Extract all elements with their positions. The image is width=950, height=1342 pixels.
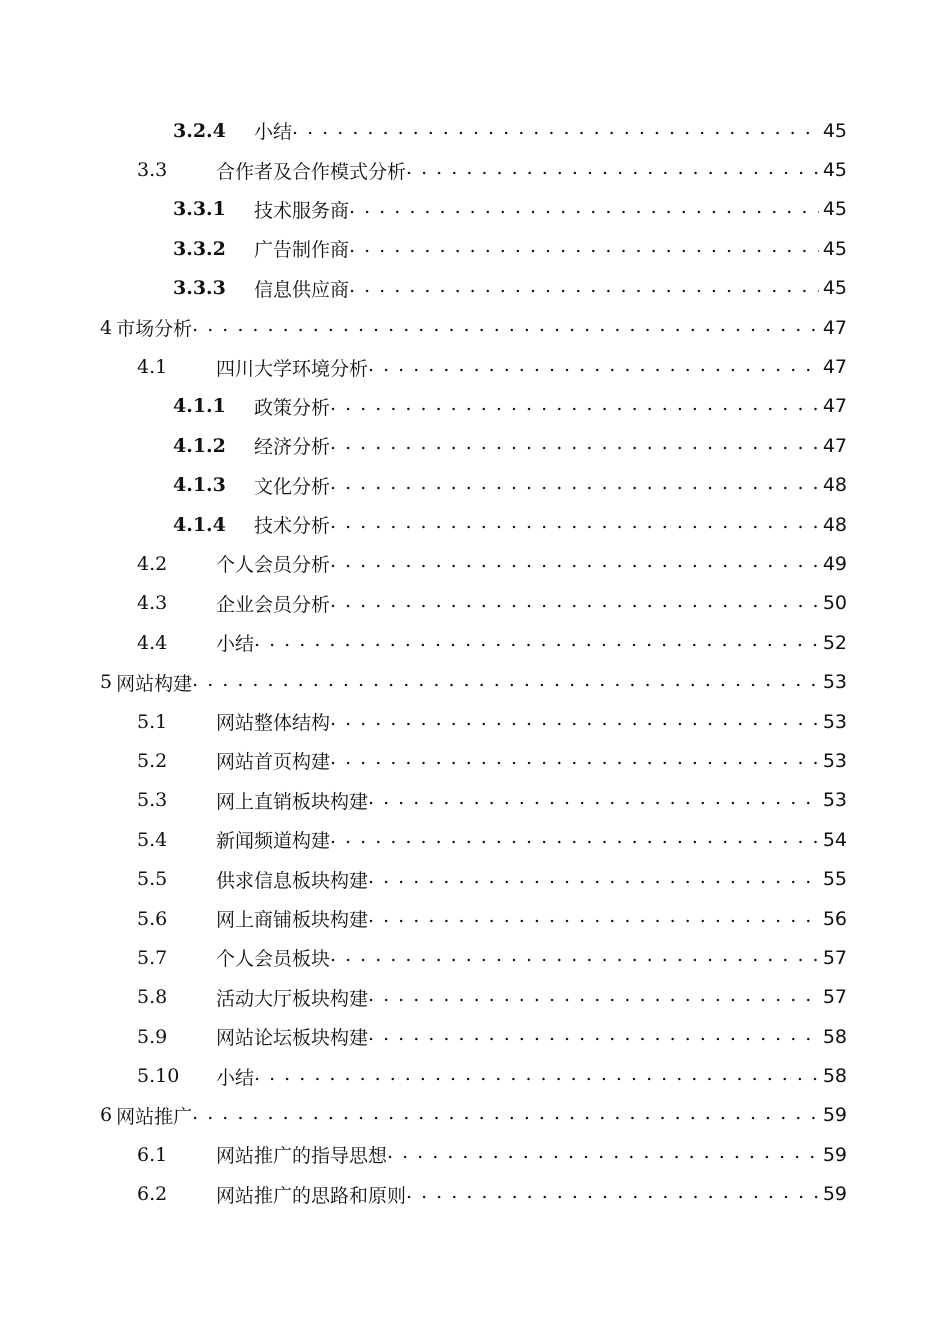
toc-entry-title: 网上直销板块构建 (216, 790, 369, 813)
toc-entry-title: 网站推广的指导思想 (216, 1145, 388, 1168)
toc-entry-level-2[interactable] (0, 938, 950, 977)
toc-entry-page-number: 45 (822, 277, 847, 300)
toc-entry-level-2[interactable] (0, 1056, 950, 1095)
toc-entry-number: 5.2 (137, 749, 168, 772)
toc-entry-number: 4.4 (137, 631, 168, 654)
dot-leader (330, 436, 819, 455)
toc-entry-level-2[interactable] (0, 584, 950, 623)
dot-leader (254, 1067, 819, 1086)
toc-entry-title: 技术服务商 (254, 199, 350, 222)
toc-entry-level-2[interactable] (0, 1135, 950, 1174)
dot-leader (387, 1145, 819, 1164)
toc-entry-level-2[interactable] (0, 978, 950, 1017)
dot-leader (349, 279, 819, 298)
toc-entry-number: 4.2 (137, 552, 168, 575)
dot-leader (192, 318, 819, 337)
dot-leader (406, 1185, 819, 1204)
toc-entry-number: 5.5 (137, 868, 168, 891)
toc-entry-number: 5.8 (137, 986, 168, 1009)
toc-entry-title: 网站推广 (116, 1105, 193, 1128)
toc-entry-page-number: 48 (822, 474, 847, 497)
toc-entry-level-3[interactable] (0, 111, 950, 150)
toc-entry-title: 供求信息板块构建 (216, 869, 369, 892)
toc-entry-page-number: 47 (822, 395, 847, 418)
toc-entry-title: 信息供应商 (254, 278, 350, 301)
toc-entry-number: 5.10 (137, 1065, 180, 1088)
dot-leader (292, 121, 819, 140)
dot-leader (368, 909, 819, 928)
toc-entry-number: 3.2.4 (173, 119, 226, 142)
toc-entry-page-number: 49 (822, 552, 847, 575)
toc-entry-page-number: 56 (822, 907, 847, 930)
toc-entry-page-number: 47 (822, 356, 847, 379)
toc-entry-level-1[interactable] (0, 1096, 950, 1135)
toc-entry-title: 经济分析 (254, 436, 331, 459)
dot-leader (330, 830, 819, 849)
toc-entry-number: 3.3.1 (173, 198, 226, 221)
toc-entry-title: 网上商铺板块构建 (216, 909, 369, 931)
toc-entry-page-number: 58 (822, 1065, 847, 1088)
dot-leader (330, 515, 819, 534)
toc-entry-title: 政策分析 (254, 396, 331, 419)
toc-entry-level-2[interactable] (0, 741, 950, 780)
dot-leader (330, 476, 819, 495)
toc-entry-title: 网站首页构建 (216, 751, 331, 774)
toc-entry-page-number: 57 (822, 986, 847, 1009)
toc-entry-level-3[interactable] (0, 229, 950, 268)
dot-leader (368, 870, 819, 889)
toc-entry-title: 小结 (254, 121, 293, 144)
toc-entry-number: 4 (100, 316, 113, 339)
dot-leader (368, 358, 819, 377)
toc-entry-level-2[interactable] (0, 702, 950, 741)
dot-leader (330, 554, 819, 573)
toc-entry-page-number: 50 (822, 592, 847, 615)
toc-entry-page-number: 53 (822, 789, 847, 812)
dot-leader (406, 161, 819, 180)
toc-entry-level-2[interactable] (0, 347, 950, 386)
toc-entry-level-2[interactable] (0, 899, 950, 938)
toc-entry-page-number: 58 (822, 1025, 847, 1048)
toc-entry-level-3[interactable] (0, 387, 950, 426)
toc-entry-page-number: 45 (822, 198, 847, 221)
toc-entry-number: 4.3 (137, 592, 168, 615)
toc-entry-number: 5.7 (137, 946, 168, 969)
toc-entry-title: 小结 (216, 1066, 255, 1089)
toc-entry-title: 技术分析 (254, 515, 331, 538)
toc-entry-title: 个人会员分析 (216, 554, 331, 577)
toc-entry-number: 4.1.2 (173, 434, 226, 457)
dot-leader (330, 948, 819, 967)
toc-entry-title: 文化分析 (254, 475, 331, 498)
toc-entry-number: 5.1 (137, 710, 168, 733)
toc-entry-page-number: 48 (822, 513, 847, 536)
dot-leader (192, 673, 819, 692)
toc-entry-number: 3.3 (137, 159, 168, 182)
toc-entry-page-number: 54 (822, 828, 847, 851)
dot-leader (349, 200, 819, 219)
dot-leader (368, 791, 819, 810)
toc-entry-title: 合作者及合作模式分析 (216, 160, 407, 183)
toc-entry-number: 5.3 (137, 789, 168, 812)
dot-leader (330, 751, 819, 770)
toc-entry-title: 网站推广的思路和原则 (216, 1184, 407, 1207)
toc-entry-level-3[interactable] (0, 190, 950, 229)
toc-entry-title: 活动大厅板块构建 (216, 987, 369, 1010)
toc-entry-level-2[interactable] (0, 623, 950, 662)
toc-entry-page-number: 59 (822, 1183, 847, 1206)
table-of-contents (0, 111, 950, 1214)
toc-entry-number: 6.1 (137, 1143, 168, 1166)
toc-entry-page-number: 59 (822, 1104, 847, 1127)
toc-entry-level-2[interactable] (0, 859, 950, 898)
dot-leader (368, 988, 819, 1007)
toc-entry-level-1[interactable] (0, 662, 950, 701)
toc-entry-level-2[interactable] (0, 820, 950, 859)
toc-entry-level-3[interactable] (0, 505, 950, 544)
toc-entry-level-2[interactable] (0, 150, 950, 189)
dot-leader (349, 239, 819, 258)
toc-entry-page-number: 59 (822, 1143, 847, 1166)
toc-entry-number: 5.9 (137, 1025, 168, 1048)
toc-entry-number: 4.1.3 (173, 474, 226, 497)
toc-entry-title: 个人会员板块 (216, 948, 331, 971)
toc-entry-number: 4.1 (137, 356, 168, 379)
toc-entry-level-1[interactable] (0, 308, 950, 347)
dot-leader (192, 1106, 819, 1125)
toc-entry-title: 小结 (216, 633, 255, 656)
dot-leader (330, 712, 819, 731)
toc-entry-number: 6.2 (137, 1183, 168, 1206)
toc-entry-page-number: 53 (822, 671, 847, 694)
toc-entry-level-2[interactable] (0, 781, 950, 820)
toc-entry-level-2[interactable] (0, 544, 950, 583)
toc-entry-number: 5.4 (137, 828, 168, 851)
toc-entry-number: 4.1.1 (173, 395, 226, 418)
toc-entry-title: 广告制作商 (254, 239, 350, 262)
dot-leader (368, 1027, 819, 1046)
toc-entry-number: 5 (100, 671, 113, 694)
dot-leader (254, 633, 819, 652)
toc-entry-number: 3.3.3 (173, 277, 226, 300)
toc-entry-page-number: 52 (822, 631, 847, 654)
toc-entry-title: 网站构建 (116, 672, 193, 695)
toc-entry-title: 市场分析 (116, 318, 193, 341)
toc-entry-page-number: 53 (822, 749, 847, 772)
toc-entry-level-3[interactable] (0, 426, 950, 465)
toc-entry-level-3[interactable] (0, 269, 950, 308)
toc-entry-title: 企业会员分析 (216, 593, 331, 616)
dot-leader (330, 397, 819, 416)
toc-entry-page-number: 57 (822, 946, 847, 969)
toc-entry-page-number: 45 (822, 159, 847, 182)
toc-entry-level-2[interactable] (0, 1017, 950, 1056)
toc-entry-page-number: 55 (822, 868, 847, 891)
toc-entry-number: 3.3.2 (173, 237, 226, 260)
toc-entry-title: 新闻频道构建 (216, 830, 331, 853)
toc-entry-page-number: 47 (822, 434, 847, 457)
toc-entry-page-number: 53 (822, 710, 847, 733)
toc-entry-page-number: 45 (822, 119, 847, 142)
toc-entry-level-3[interactable] (0, 466, 950, 505)
toc-entry-number: 4.1.4 (173, 513, 226, 536)
toc-entry-title: 四川大学环境分析 (216, 357, 369, 380)
toc-entry-level-2[interactable] (0, 1175, 950, 1214)
toc-entry-number: 5.6 (137, 907, 168, 930)
toc-entry-page-number: 45 (822, 237, 847, 260)
toc-entry-title: 网站论坛板块构建 (216, 1027, 369, 1050)
dot-leader (330, 594, 819, 613)
toc-entry-number: 6 (100, 1104, 113, 1127)
toc-entry-page-number: 47 (822, 316, 847, 339)
toc-entry-title: 网站整体结构 (216, 712, 331, 735)
